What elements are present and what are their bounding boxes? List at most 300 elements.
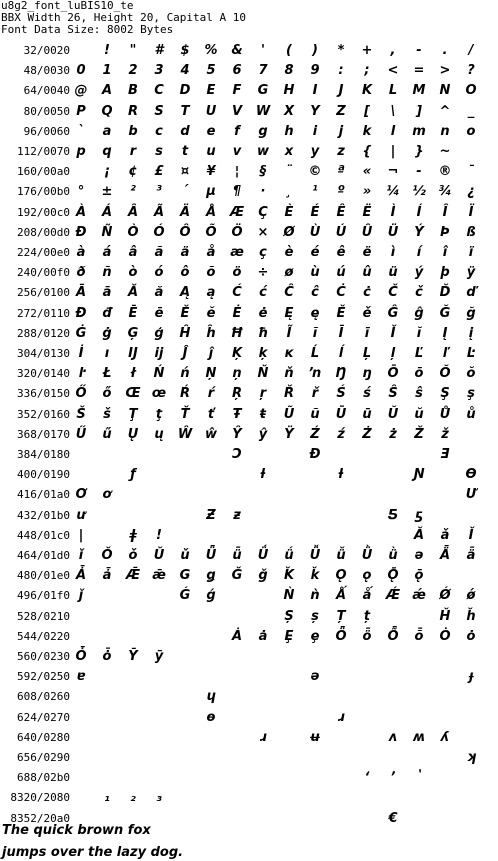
glyph-cell: ǝ bbox=[414, 548, 424, 563]
glyph-cell: | bbox=[78, 528, 84, 543]
glyph-cell: ɹ bbox=[259, 730, 267, 745]
glyph-cell: © bbox=[308, 164, 322, 179]
glyph-cell: Ƶ bbox=[206, 508, 216, 523]
glyph-cell: ĝ bbox=[414, 306, 424, 321]
glyph-cell: ₃ bbox=[156, 790, 162, 805]
glyph-cell: j bbox=[338, 124, 344, 139]
codepoint-label: 560/0230 bbox=[17, 650, 70, 663]
glyph-cell: à bbox=[76, 245, 86, 260]
glyph-cell: 6 bbox=[232, 63, 242, 78]
glyph-cell: Ķ bbox=[231, 346, 243, 361]
glyph-cell: þ bbox=[440, 265, 450, 280]
glyph-cell: ț bbox=[363, 609, 371, 624]
glyph-cell: Č bbox=[388, 285, 398, 300]
glyph-cell: C bbox=[154, 83, 164, 98]
glyph-cell: Ŋ bbox=[335, 366, 347, 381]
glyph-cell: Ǩ bbox=[283, 568, 295, 583]
glyph-cell: ¹ bbox=[312, 184, 318, 199]
glyph-cell: ģ bbox=[154, 326, 164, 341]
glyph-cell: Ĝ bbox=[387, 306, 399, 321]
glyph-cell: ȭ bbox=[414, 629, 424, 644]
glyph-cell: Ö bbox=[231, 225, 243, 240]
glyph-cell: ī bbox=[364, 326, 370, 341]
glyph-cell: ƚ bbox=[260, 467, 266, 482]
glyph-cell: ŏ bbox=[466, 366, 476, 381]
glyph-cell: ç bbox=[259, 245, 267, 260]
codepoint-label: 624/0270 bbox=[17, 711, 70, 724]
glyph-cell: } bbox=[414, 144, 424, 159]
glyph-cell: F bbox=[232, 83, 242, 98]
glyph-cell: Ŧ bbox=[232, 407, 242, 422]
glyph-cell: õ bbox=[206, 265, 216, 280]
glyph-row bbox=[0, 102, 498, 122]
glyph-cell: Ñ bbox=[101, 225, 113, 240]
glyph-cell: ē bbox=[154, 306, 164, 321]
glyph-cell: H bbox=[283, 83, 295, 98]
glyph-cell: = bbox=[413, 63, 425, 78]
glyph-cell: Ǜ bbox=[361, 548, 373, 563]
glyph-cell: # bbox=[154, 43, 164, 58]
glyph-cell: Ź bbox=[310, 427, 320, 442]
codepoint-label: 416/01a0 bbox=[17, 488, 70, 501]
glyph-cell: ū bbox=[362, 407, 372, 422]
glyph-cell: č bbox=[415, 285, 423, 300]
glyph-cell: X bbox=[283, 104, 295, 119]
glyph-cell: Â bbox=[127, 205, 139, 220]
glyph-cell: ư bbox=[76, 508, 86, 523]
glyph-cell: E bbox=[206, 83, 216, 98]
glyph-cell: W bbox=[255, 104, 271, 119]
glyph-cell: Ɔ bbox=[232, 447, 242, 462]
glyph-cell: Ę bbox=[284, 306, 294, 321]
glyph-cell: ʉ bbox=[309, 730, 321, 745]
codepoint-label: 544/0220 bbox=[17, 630, 70, 643]
glyph-cell: ; bbox=[364, 63, 370, 78]
glyph-cell: Ŵ bbox=[177, 427, 193, 442]
glyph-cell: Ā bbox=[75, 285, 87, 300]
glyph-cell: ŉ bbox=[308, 366, 322, 381]
glyph-cell: ¡ bbox=[104, 164, 110, 179]
glyph-cell: ê bbox=[336, 245, 346, 260]
glyph-cell: ä bbox=[180, 245, 190, 260]
codepoint-label: 208/00d0 bbox=[17, 226, 70, 239]
glyph-cell: ņ bbox=[232, 366, 242, 381]
glyph-cell: Ū bbox=[335, 407, 347, 422]
glyph-row bbox=[0, 465, 498, 485]
glyph-row bbox=[0, 182, 498, 202]
glyph-cell: ù bbox=[310, 265, 320, 280]
glyph-cell: Ê bbox=[336, 205, 346, 220]
glyph-cell: ļ bbox=[390, 346, 396, 361]
glyph-cell: È bbox=[284, 205, 294, 220]
glyph-cell: ï bbox=[468, 245, 474, 260]
glyph-cell: ō bbox=[414, 366, 424, 381]
glyph-cell: ǂ bbox=[129, 528, 137, 543]
glyph-cell: Ȫ bbox=[335, 629, 347, 644]
glyph-cell: ȧ bbox=[258, 629, 268, 644]
glyph-cell: ö bbox=[232, 265, 242, 280]
glyph-cell: / bbox=[468, 43, 474, 58]
glyph-cell: Ī bbox=[338, 326, 344, 341]
glyph-cell: Ž bbox=[414, 427, 424, 442]
glyph-cell: ĳ bbox=[154, 346, 164, 361]
glyph-cell: ʽ bbox=[416, 770, 422, 785]
glyph-cell: i bbox=[312, 124, 318, 139]
glyph-cell: ƚ bbox=[338, 467, 344, 482]
glyph-cell: s bbox=[155, 144, 163, 159]
glyph-cell: ŭ bbox=[414, 407, 424, 422]
glyph-cell: ŷ bbox=[258, 427, 268, 442]
glyph-cell: ® bbox=[438, 164, 452, 179]
glyph-cell: 8 bbox=[284, 63, 294, 78]
glyph-cell: ű bbox=[102, 427, 112, 442]
codepoint-label: 608/0260 bbox=[17, 690, 70, 703]
glyph-cell: ǒ bbox=[128, 548, 138, 563]
glyph-cell: ś bbox=[363, 386, 371, 401]
codepoint-label: 528/0210 bbox=[17, 610, 70, 623]
codepoint-label: 640/0280 bbox=[17, 731, 70, 744]
glyph-cell: Ŗ bbox=[231, 386, 242, 401]
glyph-cell: Ø bbox=[283, 225, 295, 240]
glyph-cell: ħ bbox=[257, 326, 269, 341]
glyph-cell: Ǖ bbox=[205, 548, 217, 563]
glyph-cell: Ă bbox=[127, 285, 139, 300]
glyph-row bbox=[0, 344, 498, 364]
codepoint-label: 272/0110 bbox=[17, 307, 70, 320]
glyph-row bbox=[0, 405, 498, 425]
glyph-cell: a bbox=[102, 124, 112, 139]
glyph-cell: { bbox=[362, 144, 372, 159]
glyph-row bbox=[0, 566, 498, 586]
glyph-row bbox=[0, 607, 498, 627]
codepoint-label: 368/0170 bbox=[17, 428, 70, 441]
glyph-cell: Ř bbox=[283, 386, 294, 401]
codepoint-label: 304/0130 bbox=[17, 347, 70, 360]
glyph-cell: ń bbox=[180, 366, 190, 381]
glyph-cell: ą bbox=[206, 285, 216, 300]
glyph-cell: Ǚ bbox=[309, 548, 321, 563]
glyph-cell: ľ bbox=[442, 346, 448, 361]
glyph-cell: É bbox=[310, 205, 320, 220]
glyph-row bbox=[0, 687, 498, 707]
glyph-cell: ŵ bbox=[204, 427, 217, 442]
glyph-cell: ñ bbox=[102, 265, 112, 280]
glyph-cell: 0 bbox=[76, 63, 86, 78]
glyph-row bbox=[0, 324, 498, 344]
glyph-cell: Æ bbox=[229, 205, 245, 220]
glyph-cell: İ bbox=[78, 346, 84, 361]
glyph-cell: M bbox=[412, 83, 426, 98]
glyph-cell: Ȧ bbox=[231, 629, 243, 644]
glyph-cell: Ǹ bbox=[283, 588, 295, 603]
glyph-cell: ú bbox=[336, 265, 346, 280]
glyph-cell: ė bbox=[258, 306, 268, 321]
glyph-cell: » bbox=[362, 184, 372, 199]
glyph-cell: D bbox=[179, 83, 191, 98]
glyph-cell: w bbox=[256, 144, 269, 159]
glyph-cell: û bbox=[362, 265, 372, 280]
glyph-cell: Ŀ bbox=[466, 346, 476, 361]
glyph-cell: ŗ bbox=[259, 386, 267, 401]
glyph-cell: P bbox=[76, 104, 86, 119]
glyph-cell: o bbox=[466, 124, 476, 139]
codepoint-label: 256/0100 bbox=[17, 286, 70, 299]
glyph-cell: è bbox=[284, 245, 294, 260]
glyph-cell: Ĉ bbox=[284, 285, 294, 300]
glyph-cell: [ bbox=[364, 104, 370, 119]
glyph-cell: Œ bbox=[125, 386, 141, 401]
glyph-cell: ȫ bbox=[362, 629, 372, 644]
codepoint-label: 336/0150 bbox=[17, 387, 70, 400]
glyph-cell: Ğ bbox=[439, 306, 451, 321]
glyph-cell: Ɲ bbox=[413, 467, 425, 482]
glyph-cell: ß bbox=[466, 225, 476, 240]
glyph-cell: ø bbox=[284, 265, 294, 280]
glyph-cell: ÿ bbox=[466, 265, 476, 280]
glyph-row bbox=[0, 728, 498, 748]
glyph-cell: l bbox=[390, 124, 396, 139]
glyph-cell: ð bbox=[76, 265, 86, 280]
glyph-cell: ĭ bbox=[416, 326, 422, 341]
glyph-cell: A bbox=[101, 83, 113, 98]
glyph-cell: ĥ bbox=[206, 326, 216, 341]
glyph-cell: ż bbox=[389, 427, 397, 442]
glyph-row bbox=[0, 445, 498, 465]
glyph-cell: b bbox=[128, 124, 138, 139]
glyph-cell: V bbox=[231, 104, 243, 119]
glyph-cell: R bbox=[127, 104, 138, 119]
glyph-cell: ǭ bbox=[414, 568, 424, 583]
glyph-cell: ´ bbox=[181, 184, 189, 199]
glyph-cell: µ bbox=[206, 184, 216, 199]
glyph-cell: ^ bbox=[439, 104, 451, 119]
glyph-cell: Ü bbox=[387, 225, 399, 240]
glyph-cell: ¾ bbox=[438, 184, 452, 199]
glyph-cell: ȯ bbox=[466, 629, 476, 644]
sample-text-line-1: The quick brown fox bbox=[2, 823, 151, 838]
glyph-cell: ĩ bbox=[312, 326, 318, 341]
glyph-cell: € bbox=[388, 811, 398, 826]
glyph-cell: Ą bbox=[179, 285, 191, 300]
codepoint-label: 48/0030 bbox=[23, 64, 70, 77]
glyph-cell: 5 bbox=[206, 63, 216, 78]
glyph-cell: À bbox=[75, 205, 87, 220]
glyph-cell: î bbox=[442, 245, 448, 260]
glyph-cell: 3 bbox=[154, 63, 164, 78]
glyph-cell: \ bbox=[390, 104, 396, 119]
glyph-cell: ¿ bbox=[467, 184, 475, 199]
glyph-cell: « bbox=[362, 164, 372, 179]
glyph-cell: d bbox=[180, 124, 190, 139]
glyph-cell: ü bbox=[388, 265, 398, 280]
codepoint-label: 64/0040 bbox=[23, 84, 70, 97]
glyph-cell: - bbox=[416, 164, 422, 179]
glyph-cell: . bbox=[442, 43, 448, 58]
glyph-cell: ž bbox=[441, 427, 449, 442]
glyph-cell: ơ bbox=[102, 487, 112, 502]
glyph-cell: Ļ bbox=[362, 346, 372, 361]
glyph-row bbox=[0, 667, 498, 687]
glyph-cell: ȩ bbox=[310, 629, 320, 644]
glyph-row bbox=[0, 41, 498, 61]
glyph-cell: ¬ bbox=[387, 164, 399, 179]
glyph-cell: 2 bbox=[128, 63, 138, 78]
glyph-cell: š bbox=[103, 407, 111, 422]
glyph-cell: q bbox=[102, 144, 112, 159]
glyph-cell: n bbox=[440, 124, 450, 139]
glyph-cell: ¶ bbox=[232, 184, 242, 199]
glyph-cell: ǜ bbox=[388, 548, 398, 563]
glyph-cell: ı bbox=[104, 346, 110, 361]
glyph-cell: @ bbox=[74, 83, 88, 98]
sample-text-line-2: jumps over the lazy dog. bbox=[2, 845, 184, 860]
codepoint-label: 224/00e0 bbox=[17, 246, 70, 259]
glyph-cell: ŀ bbox=[78, 366, 84, 381]
glyph-cell: ā bbox=[102, 285, 112, 300]
glyph-cell: Ś bbox=[336, 386, 346, 401]
glyph-cell: ` bbox=[77, 124, 85, 139]
glyph-cell: Ǘ bbox=[257, 548, 269, 563]
glyph-cell: Ï bbox=[468, 205, 474, 220]
glyph-cell: ƒ bbox=[130, 467, 136, 482]
glyph-cell: ţ bbox=[155, 407, 163, 422]
font-name: u8g2_font_luBIS10_te bbox=[1, 0, 134, 12]
glyph-cell: ʼ bbox=[390, 770, 396, 785]
glyph-cell: Õ bbox=[205, 225, 217, 240]
glyph-cell: O bbox=[465, 83, 477, 98]
glyph-cell: Ǽ bbox=[385, 588, 401, 603]
codepoint-label: 240/00f0 bbox=[17, 266, 70, 279]
glyph-cell: ę bbox=[310, 306, 320, 321]
glyph-row bbox=[0, 61, 498, 81]
glyph-cell: Ǐ bbox=[468, 528, 474, 543]
glyph-cell: ¦ bbox=[234, 164, 240, 179]
codepoint-label: 32/0020 bbox=[23, 44, 70, 57]
glyph-cell: ĕ bbox=[206, 306, 216, 321]
glyph-cell: ǐ bbox=[78, 548, 84, 563]
codepoint-label: 176/00b0 bbox=[17, 185, 70, 198]
codepoint-label: 112/0070 bbox=[17, 145, 70, 158]
glyph-cell: Û bbox=[361, 225, 373, 240]
glyph-cell: Ǎ bbox=[413, 528, 425, 543]
glyph-cell: ª bbox=[337, 164, 345, 179]
glyph-cell: B bbox=[128, 83, 138, 98]
glyph-cell: Ɵ bbox=[465, 467, 477, 482]
glyph-cell: Ĳ bbox=[128, 346, 138, 361]
font-data-size: Font Data Size: 8002 Bytes bbox=[1, 23, 174, 36]
glyph-cell: ÷ bbox=[257, 265, 269, 280]
glyph-cell: Á bbox=[101, 205, 113, 220]
glyph-cell: ǵ bbox=[206, 588, 216, 603]
glyph-cell: ¸ bbox=[285, 184, 293, 199]
glyph-cell: ʻ bbox=[364, 770, 370, 785]
glyph-cell: œ bbox=[151, 386, 167, 401]
glyph-cell: Ó bbox=[153, 225, 165, 240]
glyph-cell: Š bbox=[76, 407, 86, 422]
glyph-cell: Ģ bbox=[127, 326, 139, 341]
glyph-cell: Ț bbox=[336, 609, 346, 624]
glyph-cell: " bbox=[129, 43, 137, 58]
glyph-cell: 1 bbox=[102, 63, 112, 78]
glyph-row bbox=[0, 526, 498, 546]
glyph-row bbox=[0, 506, 498, 526]
glyph-cell: ǻ bbox=[362, 588, 372, 603]
glyph-cell: x bbox=[284, 144, 294, 159]
glyph-cell: º bbox=[337, 184, 345, 199]
glyph-cell: ² bbox=[130, 184, 136, 199]
glyph-cell: Ń bbox=[153, 366, 165, 381]
glyph-cell: ķ bbox=[258, 346, 268, 361]
glyph-cell: Ĭ bbox=[390, 326, 396, 341]
font-bbx-info: BBX Width 26, Height 20, Capital A 10 bbox=[1, 11, 247, 24]
codepoint-label: 656/0290 bbox=[17, 751, 70, 764]
glyph-cell: Ȯ bbox=[439, 629, 451, 644]
glyph-cell: ǎ bbox=[440, 528, 450, 543]
glyph-cell: ! bbox=[156, 528, 162, 543]
glyph-cell: ğ bbox=[466, 306, 476, 321]
glyph-cell: Ű bbox=[75, 427, 87, 442]
glyph-cell: ǫ bbox=[362, 568, 372, 583]
glyph-cell: ë bbox=[362, 245, 372, 260]
codepoint-label: 448/01c0 bbox=[17, 529, 70, 542]
glyph-cell: - bbox=[416, 43, 422, 58]
glyph-cell: Ȭ bbox=[387, 629, 399, 644]
glyph-cell: ô bbox=[180, 265, 190, 280]
glyph-cell: Ɖ bbox=[309, 447, 321, 462]
codepoint-label: 464/01d0 bbox=[17, 549, 70, 562]
glyph-cell: ǹ bbox=[310, 588, 320, 603]
glyph-cell: N bbox=[439, 83, 451, 98]
glyph-cell: ĸ bbox=[284, 346, 294, 361]
glyph-cell: â bbox=[128, 245, 138, 260]
glyph-cell: U bbox=[205, 104, 217, 119]
glyph-cell: L bbox=[388, 83, 398, 98]
glyph-cell: Į bbox=[442, 326, 448, 341]
glyph-cell: á bbox=[102, 245, 112, 260]
glyph-cell: Ć bbox=[232, 285, 242, 300]
glyph-row bbox=[0, 223, 498, 243]
glyph-cell: m bbox=[412, 124, 426, 139]
glyph-row bbox=[0, 162, 498, 182]
glyph-cell: y bbox=[310, 144, 320, 159]
glyph-cell: Ÿ bbox=[284, 427, 294, 442]
glyph-cell: Ġ bbox=[75, 326, 87, 341]
glyph-cell: v bbox=[232, 144, 242, 159]
glyph-cell: Ë bbox=[362, 205, 372, 220]
glyph-cell: J bbox=[338, 83, 344, 98]
glyph-cell: ř bbox=[311, 386, 319, 401]
glyph-cell: Ò bbox=[127, 225, 139, 240]
glyph-cell: Ţ bbox=[128, 407, 138, 422]
glyph-cell: _ bbox=[467, 104, 475, 119]
glyph-cell: ĵ bbox=[208, 346, 214, 361]
glyph-cell: k bbox=[362, 124, 372, 139]
glyph-cell: Ē bbox=[128, 306, 138, 321]
glyph-cell: c bbox=[155, 124, 163, 139]
glyph-cell: Ŝ bbox=[388, 386, 398, 401]
glyph-cell: & bbox=[231, 43, 243, 58]
glyph-cell: ¯ bbox=[467, 164, 475, 179]
codepoint-label: 320/0140 bbox=[17, 367, 70, 380]
glyph-cell: ) bbox=[312, 43, 318, 58]
glyph-cell: ! bbox=[104, 43, 110, 58]
glyph-cell: ( bbox=[286, 43, 292, 58]
codepoint-label: 384/0180 bbox=[17, 448, 70, 461]
codepoint-label: 480/01e0 bbox=[17, 569, 70, 582]
glyph-cell: ǚ bbox=[336, 548, 346, 563]
glyph-cell: ġ bbox=[102, 326, 112, 341]
glyph-cell: Z bbox=[336, 104, 346, 119]
